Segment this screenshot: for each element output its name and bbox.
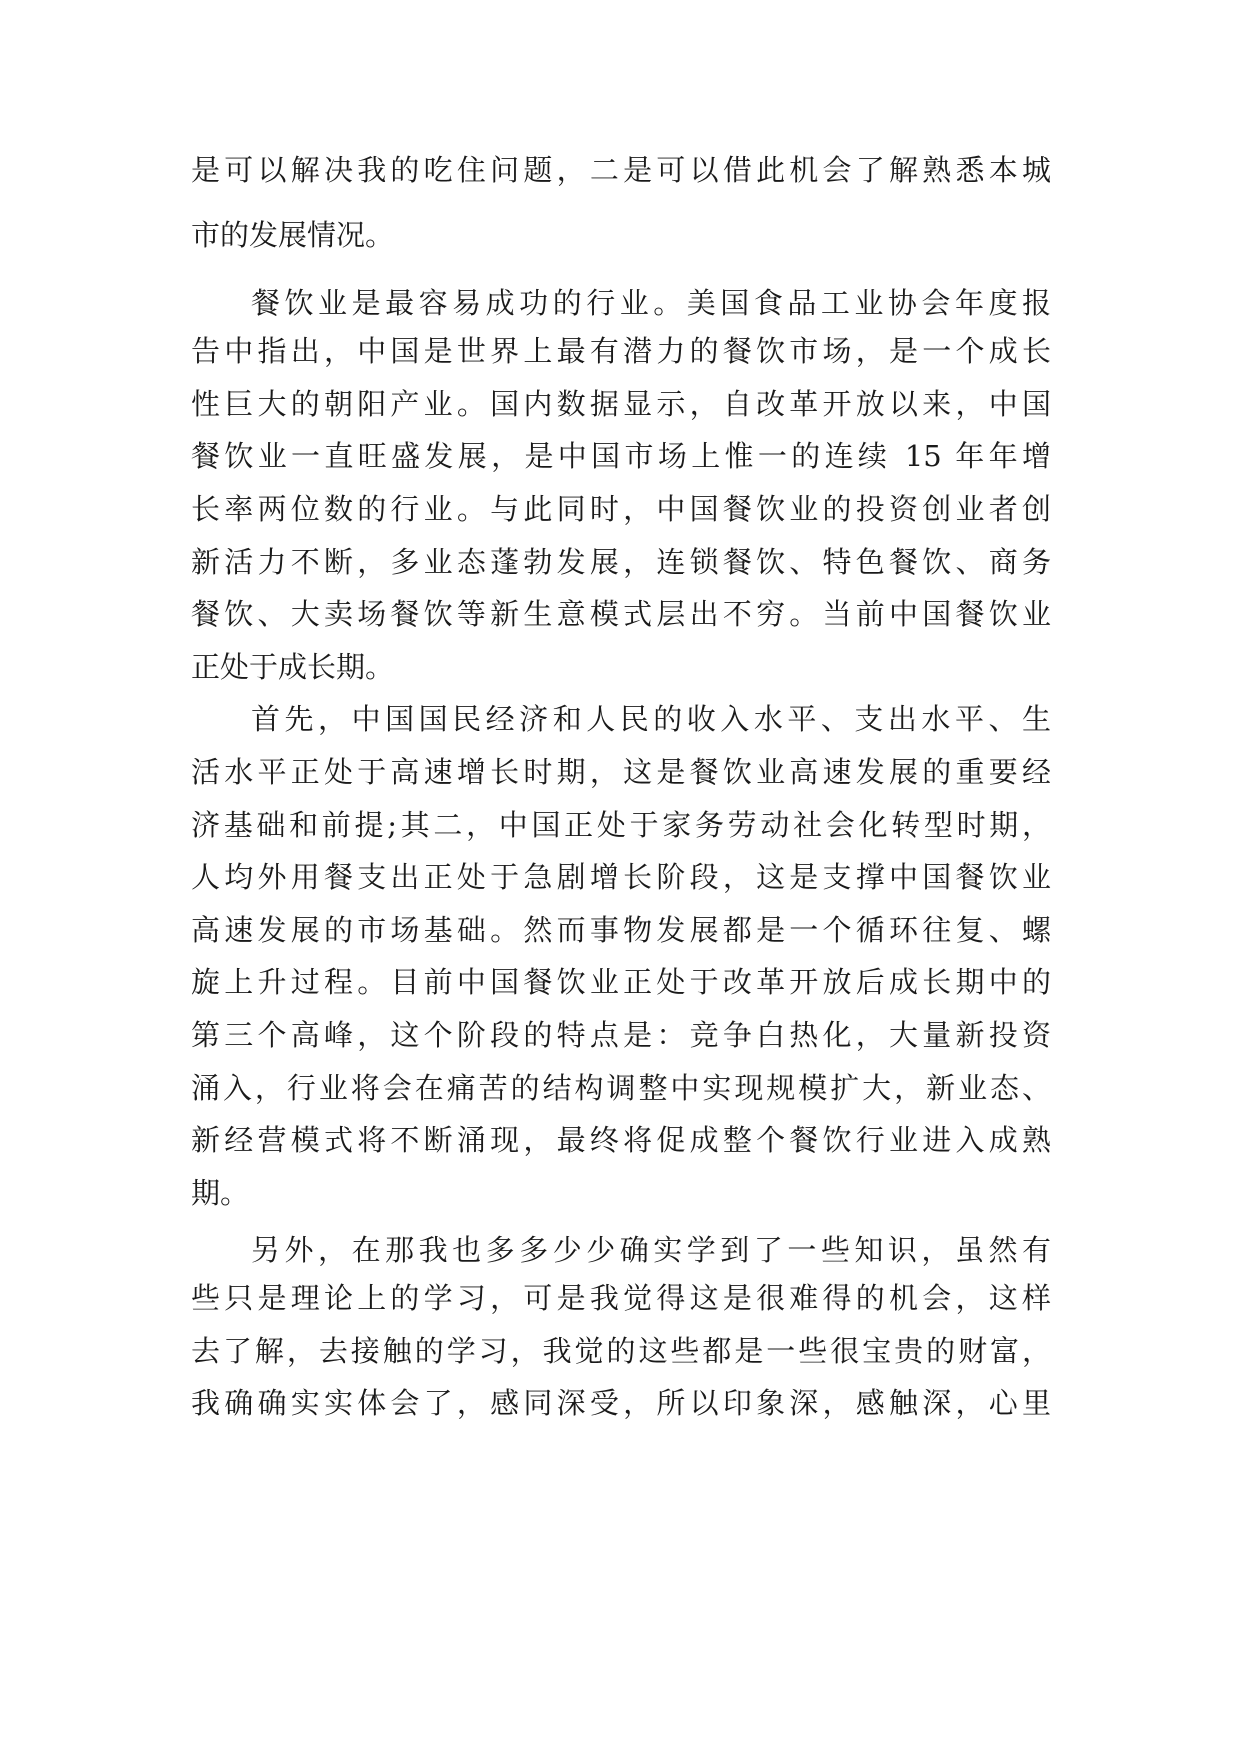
text-line: 性巨大的朝阳产业。国内数据显示，自改革开放以来，中国 bbox=[191, 387, 1051, 421]
text-line: 正处于成长期。 bbox=[191, 650, 395, 684]
paragraph-first-line: 首先，中国国民经济和人民的收入水平、支出水平、生 bbox=[251, 702, 1051, 736]
text-line: 市的发展情况。 bbox=[191, 218, 395, 252]
text-line: 新经营模式将不断涌现，最终将促成整个餐饮行业进入成熟 bbox=[191, 1123, 1051, 1157]
text-line: 长率两位数的行业。与此同时，中国餐饮业的投资创业者创 bbox=[191, 492, 1051, 526]
text-line: 餐饮业一直旺盛发展，是中国市场上惟一的连续 15 年年增 bbox=[191, 439, 1051, 473]
text-line: 期。 bbox=[191, 1176, 250, 1210]
paragraph-first-line: 另外，在那我也多多少少确实学到了一些知识，虽然有 bbox=[251, 1233, 1051, 1267]
text-line: 活水平正处于高速增长时期，这是餐饮业高速发展的重要经 bbox=[191, 755, 1051, 789]
text-line: 新活力不断，多业态蓬勃发展，连锁餐饮、特色餐饮、商务 bbox=[191, 545, 1051, 579]
text-line: 告中指出，中国是世界上最有潜力的餐饮市场，是一个成长 bbox=[191, 334, 1051, 368]
text-line: 第三个高峰，这个阶段的特点是：竞争白热化，大量新投资 bbox=[191, 1018, 1051, 1052]
text-line: 高速发展的市场基础。然而事物发展都是一个循环往复、螺 bbox=[191, 913, 1051, 947]
text-line: 旋上升过程。目前中国餐饮业正处于改革开放后成长期中的 bbox=[191, 965, 1051, 999]
text-line: 我确确实实体会了，感同深受，所以印象深，感触深，心里 bbox=[191, 1386, 1051, 1420]
text-line: 些只是理论上的学习，可是我觉得这是很难得的机会，这样 bbox=[191, 1281, 1051, 1315]
text-line: 人均外用餐支出正处于急剧增长阶段，这是支撑中国餐饮业 bbox=[191, 860, 1051, 894]
text-line: 济基础和前提;其二，中国正处于家务劳动社会化转型时期， bbox=[191, 808, 1051, 842]
text-line: 去了解，去接触的学习，我觉的这些都是一些很宝贵的财富， bbox=[191, 1334, 1051, 1368]
text-line: 餐饮、大卖场餐饮等新生意模式层出不穷。当前中国餐饮业 bbox=[191, 597, 1051, 631]
text-line: 涌入，行业将会在痛苦的结构调整中实现规模扩大，新业态、 bbox=[191, 1071, 1051, 1105]
text-line: 是可以解决我的吃住问题，二是可以借此机会了解熟悉本城 bbox=[191, 153, 1051, 187]
paragraph-first-line: 餐饮业是最容易成功的行业。美国食品工业协会年度报 bbox=[251, 286, 1051, 320]
